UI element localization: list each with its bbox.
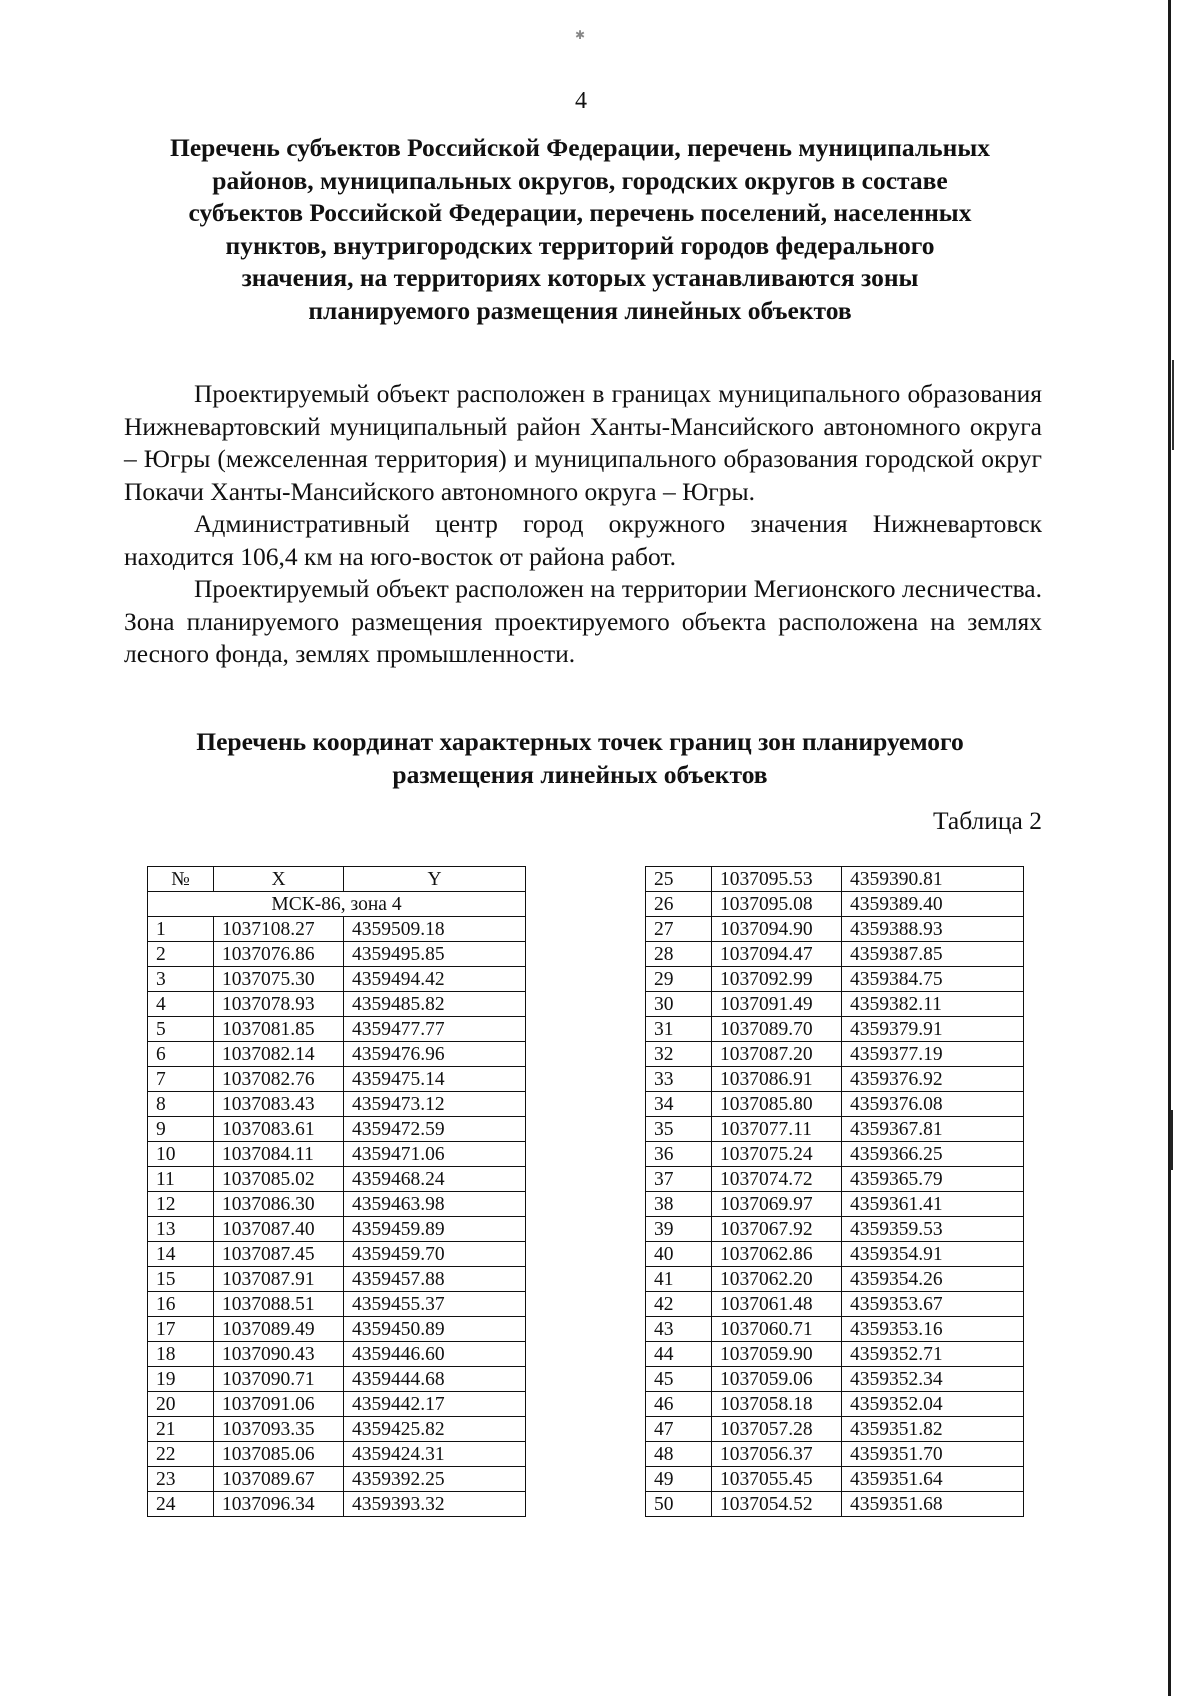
x-coordinate-cell: 1037086.30 bbox=[214, 1192, 344, 1217]
x-coordinate-cell: 1037057.28 bbox=[712, 1417, 842, 1442]
y-coordinate-cell: 4359382.11 bbox=[842, 992, 1024, 1017]
table-row bbox=[148, 917, 526, 942]
x-coordinate-cell: 1037085.80 bbox=[712, 1092, 842, 1117]
x-coordinate-cell: 1037108.27 bbox=[214, 917, 344, 942]
y-coordinate-cell: 4359376.08 bbox=[842, 1092, 1024, 1117]
point-number-cell: 50 bbox=[646, 1492, 712, 1517]
x-coordinate-cell: 1037059.06 bbox=[712, 1367, 842, 1392]
y-coordinate-cell: 4359352.34 bbox=[842, 1367, 1024, 1392]
y-coordinate-cell: 4359351.82 bbox=[842, 1417, 1024, 1442]
y-coordinate-cell: 4359494.42 bbox=[344, 967, 526, 992]
x-coordinate-cell: 1037087.20 bbox=[712, 1042, 842, 1067]
header-y: Y bbox=[344, 867, 526, 892]
table-row bbox=[148, 1142, 526, 1167]
y-coordinate-cell: 4359457.88 bbox=[344, 1267, 526, 1292]
point-number-cell: 30 bbox=[646, 992, 712, 1017]
table-row bbox=[148, 1292, 526, 1317]
x-coordinate-cell: 1037075.24 bbox=[712, 1142, 842, 1167]
table-row bbox=[646, 1292, 1024, 1317]
table-row bbox=[148, 1117, 526, 1142]
paragraph: Проектируемый объект расположен на территории Мегионского лесничества. Зона планируемого размещения проектируемого объекта расположена на землях лесного фонда, землях промышленности. bbox=[124, 574, 1042, 668]
point-number-cell: 39 bbox=[646, 1217, 712, 1242]
x-coordinate-cell: 1037091.06 bbox=[214, 1392, 344, 1417]
table-row bbox=[646, 1042, 1024, 1067]
point-number-cell: 13 bbox=[148, 1217, 214, 1242]
x-coordinate-cell: 1037089.49 bbox=[214, 1317, 344, 1342]
y-coordinate-cell: 4359361.41 bbox=[842, 1192, 1024, 1217]
table-row bbox=[646, 1142, 1024, 1167]
table-row bbox=[148, 1067, 526, 1092]
point-number-cell: 43 bbox=[646, 1317, 712, 1342]
scan-edge-mark bbox=[1172, 360, 1174, 450]
table-caption: Таблица 2 bbox=[932, 806, 1042, 835]
x-coordinate-cell: 1037092.99 bbox=[712, 967, 842, 992]
point-number-cell: 21 bbox=[148, 1417, 214, 1442]
y-coordinate-cell: 4359392.25 bbox=[344, 1467, 526, 1492]
y-coordinate-cell: 4359365.79 bbox=[842, 1167, 1024, 1192]
y-coordinate-cell: 4359468.24 bbox=[344, 1167, 526, 1192]
x-coordinate-cell: 1037078.93 bbox=[214, 992, 344, 1017]
point-number-cell: 3 bbox=[148, 967, 214, 992]
x-coordinate-cell: 1037058.18 bbox=[712, 1392, 842, 1417]
x-coordinate-cell: 1037074.72 bbox=[712, 1167, 842, 1192]
y-coordinate-cell: 4359444.68 bbox=[344, 1367, 526, 1392]
point-number-cell: 27 bbox=[646, 917, 712, 942]
x-coordinate-cell: 1037083.61 bbox=[214, 1117, 344, 1142]
y-coordinate-cell: 4359389.40 bbox=[842, 892, 1024, 917]
x-coordinate-cell: 1037086.91 bbox=[712, 1067, 842, 1092]
table-row bbox=[646, 1242, 1024, 1267]
table-row bbox=[646, 1492, 1024, 1517]
point-number-cell: 35 bbox=[646, 1117, 712, 1142]
scan-speck: ✱ bbox=[575, 28, 586, 42]
zone-row bbox=[148, 892, 526, 917]
point-number-cell: 25 bbox=[646, 867, 712, 892]
y-coordinate-cell: 4359367.81 bbox=[842, 1117, 1024, 1142]
x-coordinate-cell: 1037089.70 bbox=[712, 1017, 842, 1042]
point-number-cell: 31 bbox=[646, 1017, 712, 1042]
y-coordinate-cell: 4359477.77 bbox=[344, 1017, 526, 1042]
point-number-cell: 18 bbox=[148, 1342, 214, 1367]
point-number-cell: 6 bbox=[148, 1042, 214, 1067]
table-row bbox=[646, 1342, 1024, 1367]
point-number-cell: 29 bbox=[646, 967, 712, 992]
x-coordinate-cell: 1037085.02 bbox=[214, 1167, 344, 1192]
table-row bbox=[646, 1017, 1024, 1042]
point-number-cell: 1 bbox=[148, 917, 214, 942]
x-coordinate-cell: 1037087.45 bbox=[214, 1242, 344, 1267]
x-coordinate-cell: 1037095.08 bbox=[712, 892, 842, 917]
paragraph: Административный центр город окружного значения Нижневартовск находится 106,4 км на юго-восток от района работ. bbox=[124, 509, 1042, 571]
y-coordinate-cell: 4359509.18 bbox=[344, 917, 526, 942]
point-number-cell: 49 bbox=[646, 1467, 712, 1492]
y-coordinate-cell: 4359366.25 bbox=[842, 1142, 1024, 1167]
y-coordinate-cell: 4359377.19 bbox=[842, 1042, 1024, 1067]
x-coordinate-cell: 1037096.34 bbox=[214, 1492, 344, 1517]
paragraph: Проектируемый объект расположен в границах муниципального образования Нижневартовский муниципальный район Ханты-Мансийского автономного округа – Югры (межселенная территория) и муниципального образования городской округ Покачи Ханты-Мансийского автономного округа – Югры. bbox=[124, 379, 1042, 506]
point-number-cell: 8 bbox=[148, 1092, 214, 1117]
y-coordinate-cell: 4359353.16 bbox=[842, 1317, 1024, 1342]
table-heading: Перечень координат характерных точек границ зон планируемого размещения линейных объектов bbox=[196, 727, 964, 789]
table-row bbox=[646, 1467, 1024, 1492]
x-coordinate-cell: 1037087.40 bbox=[214, 1217, 344, 1242]
x-coordinate-cell: 1037054.52 bbox=[712, 1492, 842, 1517]
point-number-cell: 46 bbox=[646, 1392, 712, 1417]
y-coordinate-cell: 4359393.32 bbox=[344, 1492, 526, 1517]
table-row bbox=[148, 1092, 526, 1117]
table-row bbox=[646, 1217, 1024, 1242]
x-coordinate-cell: 1037084.11 bbox=[214, 1142, 344, 1167]
point-number-cell: 24 bbox=[148, 1492, 214, 1517]
table-row bbox=[646, 1267, 1024, 1292]
scan-page-edge bbox=[1168, 0, 1171, 1696]
x-coordinate-cell: 1037081.85 bbox=[214, 1017, 344, 1042]
header-number: № bbox=[148, 867, 214, 892]
y-coordinate-cell: 4359354.91 bbox=[842, 1242, 1024, 1267]
y-coordinate-cell: 4359424.31 bbox=[344, 1442, 526, 1467]
body-text bbox=[124, 378, 1042, 671]
table-row bbox=[148, 967, 526, 992]
point-number-cell: 32 bbox=[646, 1042, 712, 1067]
table-row bbox=[646, 867, 1024, 892]
x-coordinate-cell: 1037056.37 bbox=[712, 1442, 842, 1467]
y-coordinate-cell: 4359475.14 bbox=[344, 1067, 526, 1092]
page-number: 4 bbox=[575, 88, 587, 114]
point-number-cell: 26 bbox=[646, 892, 712, 917]
table-row bbox=[148, 1192, 526, 1217]
x-coordinate-cell: 1037075.30 bbox=[214, 967, 344, 992]
x-coordinate-cell: 1037091.49 bbox=[712, 992, 842, 1017]
scan-edge-mark bbox=[1170, 1110, 1173, 1170]
x-coordinate-cell: 1037062.20 bbox=[712, 1267, 842, 1292]
table-header-row bbox=[148, 867, 526, 892]
x-coordinate-cell: 1037087.91 bbox=[214, 1267, 344, 1292]
table-row bbox=[646, 942, 1024, 967]
y-coordinate-cell: 4359455.37 bbox=[344, 1292, 526, 1317]
table-body bbox=[148, 917, 526, 1517]
x-coordinate-cell: 1037094.90 bbox=[712, 917, 842, 942]
x-coordinate-cell: 1037095.53 bbox=[712, 867, 842, 892]
point-number-cell: 10 bbox=[148, 1142, 214, 1167]
table-row bbox=[148, 992, 526, 1017]
x-coordinate-cell: 1037082.14 bbox=[214, 1042, 344, 1067]
y-coordinate-cell: 4359388.93 bbox=[842, 917, 1024, 942]
x-coordinate-cell: 1037085.06 bbox=[214, 1442, 344, 1467]
y-coordinate-cell: 4359442.17 bbox=[344, 1392, 526, 1417]
point-number-cell: 12 bbox=[148, 1192, 214, 1217]
y-coordinate-cell: 4359359.53 bbox=[842, 1217, 1024, 1242]
table-row bbox=[148, 1317, 526, 1342]
y-coordinate-cell: 4359450.89 bbox=[344, 1317, 526, 1342]
x-coordinate-cell: 1037067.92 bbox=[712, 1217, 842, 1242]
table-row bbox=[148, 1017, 526, 1042]
table-row bbox=[148, 1267, 526, 1292]
table-row bbox=[646, 1192, 1024, 1217]
y-coordinate-cell: 4359459.70 bbox=[344, 1242, 526, 1267]
point-number-cell: 2 bbox=[148, 942, 214, 967]
x-coordinate-cell: 1037083.43 bbox=[214, 1092, 344, 1117]
table-row bbox=[148, 1492, 526, 1517]
y-coordinate-cell: 4359351.70 bbox=[842, 1442, 1024, 1467]
y-coordinate-cell: 4359351.68 bbox=[842, 1492, 1024, 1517]
y-coordinate-cell: 4359473.12 bbox=[344, 1092, 526, 1117]
table-row bbox=[646, 1392, 1024, 1417]
point-number-cell: 16 bbox=[148, 1292, 214, 1317]
table-row bbox=[148, 1342, 526, 1367]
point-number-cell: 47 bbox=[646, 1417, 712, 1442]
header-x: X bbox=[214, 867, 344, 892]
table-row bbox=[148, 1417, 526, 1442]
y-coordinate-cell: 4359379.91 bbox=[842, 1017, 1024, 1042]
y-coordinate-cell: 4359472.59 bbox=[344, 1117, 526, 1142]
zone-label: МСК-86, зона 4 bbox=[148, 892, 526, 917]
point-number-cell: 9 bbox=[148, 1117, 214, 1142]
point-number-cell: 20 bbox=[148, 1392, 214, 1417]
table-row bbox=[646, 1167, 1024, 1192]
table-row bbox=[148, 942, 526, 967]
point-number-cell: 28 bbox=[646, 942, 712, 967]
coordinates-table-right bbox=[645, 866, 1024, 1517]
point-number-cell: 44 bbox=[646, 1342, 712, 1367]
point-number-cell: 38 bbox=[646, 1192, 712, 1217]
x-coordinate-cell: 1037062.86 bbox=[712, 1242, 842, 1267]
y-coordinate-cell: 4359485.82 bbox=[344, 992, 526, 1017]
y-coordinate-cell: 4359390.81 bbox=[842, 867, 1024, 892]
y-coordinate-cell: 4359351.64 bbox=[842, 1467, 1024, 1492]
x-coordinate-cell: 1037093.35 bbox=[214, 1417, 344, 1442]
table-row bbox=[646, 1367, 1024, 1392]
point-number-cell: 11 bbox=[148, 1167, 214, 1192]
point-number-cell: 45 bbox=[646, 1367, 712, 1392]
table-row bbox=[646, 892, 1024, 917]
x-coordinate-cell: 1037069.97 bbox=[712, 1192, 842, 1217]
table-row bbox=[148, 1442, 526, 1467]
x-coordinate-cell: 1037077.11 bbox=[712, 1117, 842, 1142]
table-body bbox=[646, 867, 1024, 1517]
point-number-cell: 4 bbox=[148, 992, 214, 1017]
x-coordinate-cell: 1037060.71 bbox=[712, 1317, 842, 1342]
y-coordinate-cell: 4359459.89 bbox=[344, 1217, 526, 1242]
x-coordinate-cell: 1037082.76 bbox=[214, 1067, 344, 1092]
y-coordinate-cell: 4359353.67 bbox=[842, 1292, 1024, 1317]
section-heading: Перечень субъектов Российской Федерации, перечень муниципальных районов, муниципальных округов, городских округов в составе субъектов Российской Федерации, перечень поселений, населенных пунктов, внутригородских территорий городов федерального значения, на территориях которых устанавливаются зоны планируемого размещения линейных объектов bbox=[170, 133, 990, 325]
point-number-cell: 5 bbox=[148, 1017, 214, 1042]
point-number-cell: 22 bbox=[148, 1442, 214, 1467]
point-number-cell: 41 bbox=[646, 1267, 712, 1292]
point-number-cell: 37 bbox=[646, 1167, 712, 1192]
x-coordinate-cell: 1037090.43 bbox=[214, 1342, 344, 1367]
table-row bbox=[646, 917, 1024, 942]
x-coordinate-cell: 1037090.71 bbox=[214, 1367, 344, 1392]
table-row bbox=[646, 992, 1024, 1017]
x-coordinate-cell: 1037061.48 bbox=[712, 1292, 842, 1317]
table-row bbox=[646, 1417, 1024, 1442]
table-row bbox=[646, 1442, 1024, 1467]
x-coordinate-cell: 1037088.51 bbox=[214, 1292, 344, 1317]
table-row bbox=[148, 1367, 526, 1392]
table-row bbox=[148, 1242, 526, 1267]
table-row bbox=[148, 1217, 526, 1242]
y-coordinate-cell: 4359352.04 bbox=[842, 1392, 1024, 1417]
y-coordinate-cell: 4359495.85 bbox=[344, 942, 526, 967]
point-number-cell: 42 bbox=[646, 1292, 712, 1317]
table-row bbox=[646, 1067, 1024, 1092]
table-row bbox=[148, 1167, 526, 1192]
coordinates-table-left bbox=[147, 866, 526, 1517]
x-coordinate-cell: 1037055.45 bbox=[712, 1467, 842, 1492]
x-coordinate-cell: 1037094.47 bbox=[712, 942, 842, 967]
y-coordinate-cell: 4359471.06 bbox=[344, 1142, 526, 1167]
table-row bbox=[646, 967, 1024, 992]
y-coordinate-cell: 4359463.98 bbox=[344, 1192, 526, 1217]
point-number-cell: 15 bbox=[148, 1267, 214, 1292]
y-coordinate-cell: 4359446.60 bbox=[344, 1342, 526, 1367]
point-number-cell: 7 bbox=[148, 1067, 214, 1092]
point-number-cell: 36 bbox=[646, 1142, 712, 1167]
table-row bbox=[148, 1042, 526, 1067]
table-row bbox=[148, 1467, 526, 1492]
point-number-cell: 19 bbox=[148, 1367, 214, 1392]
table-row bbox=[646, 1117, 1024, 1142]
table-row bbox=[646, 1317, 1024, 1342]
y-coordinate-cell: 4359387.85 bbox=[842, 942, 1024, 967]
y-coordinate-cell: 4359352.71 bbox=[842, 1342, 1024, 1367]
x-coordinate-cell: 1037089.67 bbox=[214, 1467, 344, 1492]
point-number-cell: 48 bbox=[646, 1442, 712, 1467]
x-coordinate-cell: 1037076.86 bbox=[214, 942, 344, 967]
point-number-cell: 34 bbox=[646, 1092, 712, 1117]
y-coordinate-cell: 4359376.92 bbox=[842, 1067, 1024, 1092]
table-row bbox=[646, 1092, 1024, 1117]
x-coordinate-cell: 1037059.90 bbox=[712, 1342, 842, 1367]
table-row bbox=[148, 1392, 526, 1417]
point-number-cell: 40 bbox=[646, 1242, 712, 1267]
point-number-cell: 14 bbox=[148, 1242, 214, 1267]
point-number-cell: 17 bbox=[148, 1317, 214, 1342]
y-coordinate-cell: 4359384.75 bbox=[842, 967, 1024, 992]
point-number-cell: 23 bbox=[148, 1467, 214, 1492]
y-coordinate-cell: 4359354.26 bbox=[842, 1267, 1024, 1292]
point-number-cell: 33 bbox=[646, 1067, 712, 1092]
y-coordinate-cell: 4359476.96 bbox=[344, 1042, 526, 1067]
y-coordinate-cell: 4359425.82 bbox=[344, 1417, 526, 1442]
